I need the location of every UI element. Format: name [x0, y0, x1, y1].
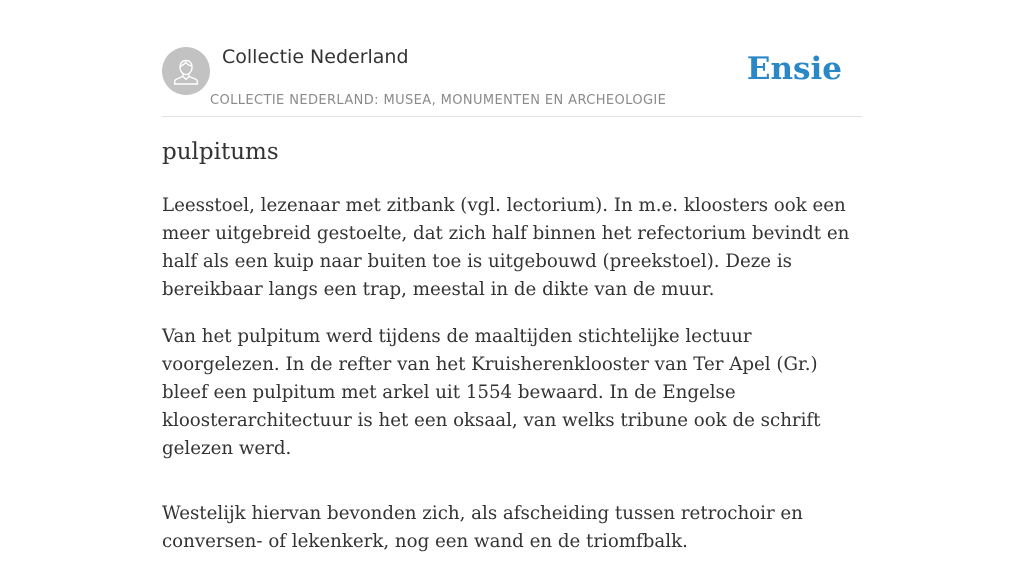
definition-paragraph: Van het pulpitum werd tijdens de maaltijden stichtelijke lectuur voorgelezen. In de refter van het Kruisherenklooster van Ter Apel (Gr.) bleef een pulpitum met arkel uit 1554 bewaard. In de Engelse kloosterarchitectuur is het een oksaal, van welks tribune ook de schrift gelezen werd. — [162, 326, 821, 459]
entry-header — [162, 0, 862, 117]
page-container — [162, 0, 862, 552]
author-avatar[interactable] — [162, 47, 210, 95]
source-collection-label[interactable]: COLLECTIE NEDERLAND: MUSEA, MONUMENTEN EN ARCHEOLOGIE — [210, 93, 667, 108]
ensie-logo[interactable]: Ensie — [746, 51, 842, 87]
definition-paragraph: Westelijk hiervan bevonden zich, als afscheiding tussen retrochoir en conversen- of lekenkerk, nog een wand en de triomfbalk. — [162, 503, 803, 552]
entry-definition — [162, 192, 862, 575]
definition-paragraph: Leesstoel, lezenaar met zitbank (vgl. lectorium). In m.e. kloosters ook een meer uitgebreid gestoelte, dat zich half binnen het refectorium bevindt en half als een kuip naar buiten toe is uitgebouwd (preekstoel). Deze is bereikbaar langs een trap, meestal in de dikte van de muur. — [162, 195, 850, 300]
author-name[interactable]: Collectie Nederland — [222, 46, 409, 68]
user-avatar-icon — [162, 47, 210, 95]
entry-title: pulpitums — [162, 139, 279, 165]
